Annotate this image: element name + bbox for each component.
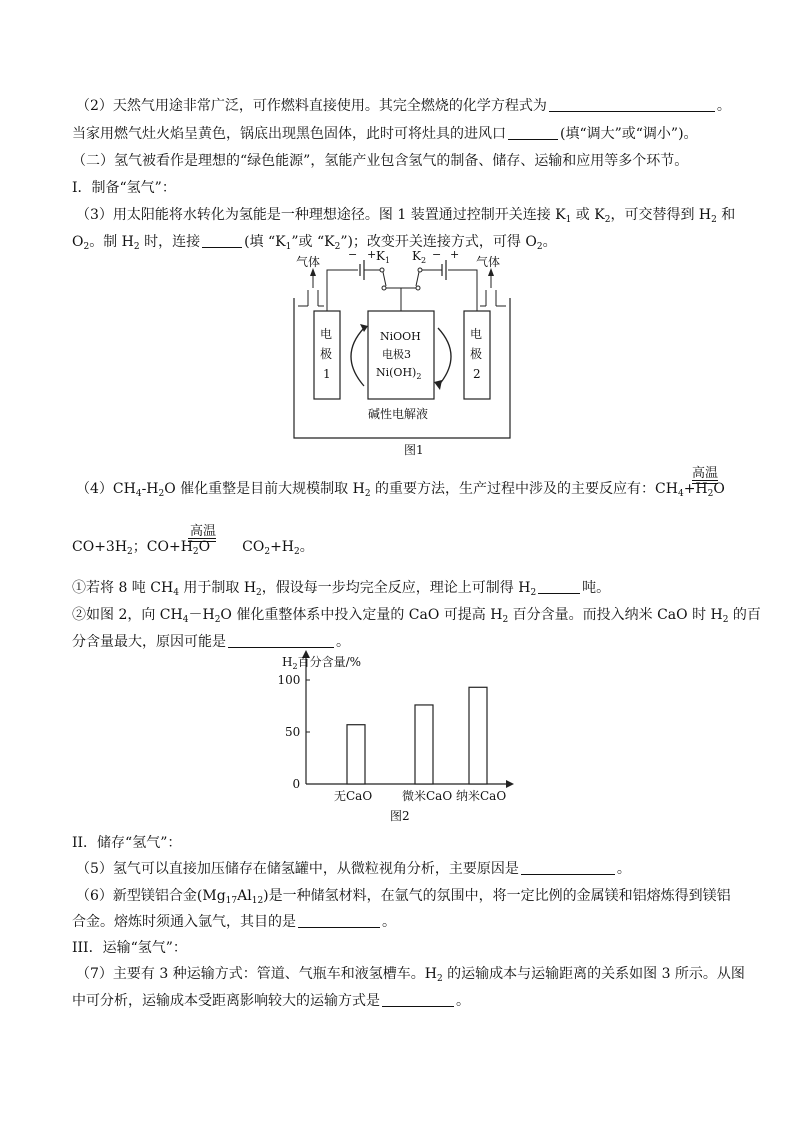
reaction-condition-1: 高温: [692, 466, 719, 481]
q4-text: ②如图 2，向 CH: [72, 607, 183, 623]
electrode1-label-c: 1: [323, 367, 331, 381]
q4-text: 。: [299, 539, 314, 555]
q7-text: 中可分析，运输成本受距离影响较大的运输方式是: [72, 993, 380, 1009]
gas-label-left: 气体: [296, 255, 321, 269]
section2-title: II．储存“氢气”：: [72, 835, 182, 851]
q4-text: 。: [336, 634, 350, 650]
q3-text: O: [72, 234, 84, 250]
equals-sign-bottom-2: [188, 541, 216, 542]
sub: 2: [158, 489, 165, 499]
sub: 4: [182, 615, 189, 625]
q4-text: CO+3H: [72, 539, 128, 555]
equals-sign-bottom: [692, 483, 718, 484]
switch-k2-label: $K_2$: [412, 249, 427, 265]
answer-blank[interactable]: [202, 233, 242, 248]
center-label-niooh: NiOOH: [380, 330, 421, 343]
q4-text: （4）CH: [76, 481, 136, 497]
q2-text-2: 当家用燃气灶火焰呈黄色，锅底出现黑色固体，此时可将灶具的进风口: [72, 126, 506, 142]
q3-line1: [76, 205, 735, 225]
sub: 1: [285, 242, 292, 252]
y-tick-label-50: 50: [285, 725, 301, 739]
sub: 2: [192, 547, 199, 557]
q4-text: ；CO+H: [132, 539, 193, 555]
q3-text: (填 “K: [244, 234, 286, 250]
q2-line1: [76, 96, 731, 116]
q4-text: O 催化重整是目前大规模制取 H: [164, 481, 365, 497]
q4-text: CO: [242, 539, 265, 555]
q3-text: （3）用太阳能将水转化为氢能是一种理想途径。图 1 装置通过控制开关连接 K: [76, 207, 566, 223]
figure-2-bar-chart: [270, 648, 530, 828]
q3-text: ”或 “K: [291, 234, 335, 250]
q4-text: -H: [141, 481, 159, 497]
x-tick-label-0: 无CaO: [334, 789, 373, 803]
q4-text: 的重要方法，生产过程中涉及的主要反应有：CH: [370, 481, 678, 497]
q6-line2: [72, 912, 396, 932]
q3-text: 。制 H: [89, 234, 134, 250]
sub: 2: [364, 489, 371, 499]
center-label-electrode3: 电极3: [382, 348, 411, 361]
electrode1-label-a: 电: [320, 327, 333, 341]
q4-text: +H: [270, 539, 295, 555]
gas-arrow-right: [488, 268, 494, 276]
q4-text: 吨。: [582, 580, 611, 596]
section3-title: III．运输“氢气”：: [72, 940, 187, 956]
q3-text: 和: [716, 207, 736, 223]
gas-label-right: 气体: [476, 255, 501, 269]
answer-blank[interactable]: [382, 992, 454, 1007]
q3-text: 或 K: [571, 207, 605, 223]
q4-sub1: [72, 578, 610, 598]
q3-text: 。: [542, 234, 557, 250]
q3-text: 时，连接: [139, 234, 201, 250]
q7-line1: [76, 964, 745, 984]
q6-text: 合金。熔炼时须通入氩气，其目的是: [72, 914, 296, 930]
q5-text: （5）氢气可以直接加压储存在储氢罐中，从微粒视角分析，主要原因是: [76, 861, 519, 877]
q4-line1: [76, 479, 725, 499]
punct: 。: [716, 98, 731, 114]
sub: 17: [225, 896, 238, 906]
electrode2-label-b: 极: [470, 347, 483, 361]
q6-text: 。: [382, 914, 396, 930]
q4-text: 的百: [728, 607, 761, 623]
gas-arrow-left: [310, 268, 316, 276]
q2-line2: [72, 124, 698, 144]
q4-text: ①若将 8 吨 CH: [72, 580, 174, 596]
sub: 1: [565, 215, 572, 225]
bar-0: [347, 725, 365, 784]
sub: 2: [127, 547, 133, 557]
figure-2-caption: 图2: [390, 809, 410, 823]
y-tick-label-0: 0: [292, 777, 301, 791]
sub: 2: [256, 588, 262, 598]
sub: 2: [707, 489, 714, 499]
y-tick-label-100: 100: [277, 673, 301, 687]
q6-text: Al: [237, 888, 252, 904]
x-tick-label-1: 微米CaO: [402, 789, 453, 803]
answer-blank[interactable]: [508, 125, 558, 140]
q6-line1: [76, 886, 731, 906]
sub: 2: [133, 242, 140, 252]
q4-text: O 催化重整体系中投入定量的 CaO 可提高 H: [220, 607, 503, 623]
sub: 4: [677, 489, 684, 499]
q7-text: （7）主要有 3 种运输方式：管道、气瓶车和液氢槽车。H: [76, 966, 437, 982]
q5-line: [76, 859, 631, 879]
electrode2-label-c: 2: [473, 367, 481, 381]
answer-blank[interactable]: [538, 579, 580, 594]
q4-text: 用于制取 H: [178, 580, 257, 596]
battery-minus-left: −: [348, 248, 358, 261]
q4-line2: [72, 537, 314, 557]
switch-k1-label: $K_1$: [376, 249, 391, 265]
electrode1-label-b: 极: [320, 347, 333, 361]
q7-text: 。: [456, 993, 470, 1009]
battery-plus-left: +: [367, 248, 377, 261]
q2-text: （2）天然气用途非常广泛，可作燃料直接使用。其完全燃烧的化学方程式为: [76, 98, 547, 114]
q4-sub2: [72, 605, 761, 625]
equals-sign-top-2: [188, 538, 216, 539]
q4-text: +H: [683, 481, 708, 497]
sub: 2: [334, 242, 341, 252]
bar-2: [469, 687, 487, 784]
sub: 2: [530, 588, 537, 598]
battery-minus-right: −: [432, 248, 442, 261]
sub: 2: [604, 215, 611, 225]
battery-plus-right: +: [450, 248, 460, 261]
sub: 4: [173, 588, 179, 598]
part2-title: （二）氢气被看作是理想的“绿色能源”，氢能产业包含氢气的制备、储存、运输和应用等多个环节。: [72, 153, 689, 169]
sub: 2: [711, 215, 717, 225]
center-label-nioh2: $Ni(OH)_2$: [376, 366, 422, 381]
bar-1: [415, 705, 433, 784]
answer-blank[interactable]: [521, 860, 615, 875]
sub: 2: [536, 242, 543, 252]
sub: 12: [251, 896, 264, 906]
q4-text: 百分含量。而投入纳米 CaO 时 H: [508, 607, 723, 623]
q3-text: ，可交替得到 H: [610, 207, 712, 223]
equals-sign-top: [692, 480, 718, 481]
reaction-condition-2: 高温: [190, 524, 217, 539]
figure-1-electrolysis-apparatus: [280, 246, 540, 458]
sub: 2: [214, 615, 221, 625]
sub: 2: [294, 547, 300, 557]
q4-text: O: [198, 539, 211, 555]
sub: 2: [264, 547, 271, 557]
electrolyte-label: 碱性电解液: [368, 407, 429, 421]
sub: 2: [436, 974, 443, 984]
q6-text: )是一种储氢材料，在氩气的氛围中，将一定比例的金属镁和铝熔炼得到镁铝: [263, 888, 731, 904]
sub: 2: [83, 242, 90, 252]
q7-line2: [72, 991, 470, 1011]
sub: 4: [135, 489, 142, 499]
x-tick-label-2: 纳米CaO: [456, 789, 507, 803]
q5-text: 。: [616, 861, 631, 877]
q4-text: －H: [188, 607, 215, 623]
q4-text: 分含量最大，原因可能是: [72, 634, 226, 650]
figure-1-caption: 图1: [404, 443, 424, 457]
answer-blank[interactable]: [228, 633, 334, 648]
q4-text: ，假设每一步均完全反应，理论上可制得 H: [261, 580, 531, 596]
electrode2-label-a: 电: [470, 327, 483, 341]
q6-text: （6）新型镁铝合金(Mg: [76, 888, 226, 904]
answer-blank[interactable]: [298, 913, 380, 928]
q2-text-end: (填“调大”或“调小”)。: [560, 126, 698, 142]
answer-blank[interactable]: [549, 97, 715, 112]
q4-text: O: [713, 481, 725, 497]
x-axis-arrow: [506, 780, 514, 788]
y-axis-title: $H_2$百分含量/%: [282, 655, 362, 671]
q7-text: 的运输成本与运输距离的关系如图 3 所示。从图: [442, 966, 745, 982]
section1-title: I．制备“氢气”：: [72, 180, 176, 196]
sub: 2: [722, 615, 729, 625]
sub: 2: [502, 615, 509, 625]
q3-text: ”)；改变开关连接方式，可得 O: [340, 234, 537, 250]
